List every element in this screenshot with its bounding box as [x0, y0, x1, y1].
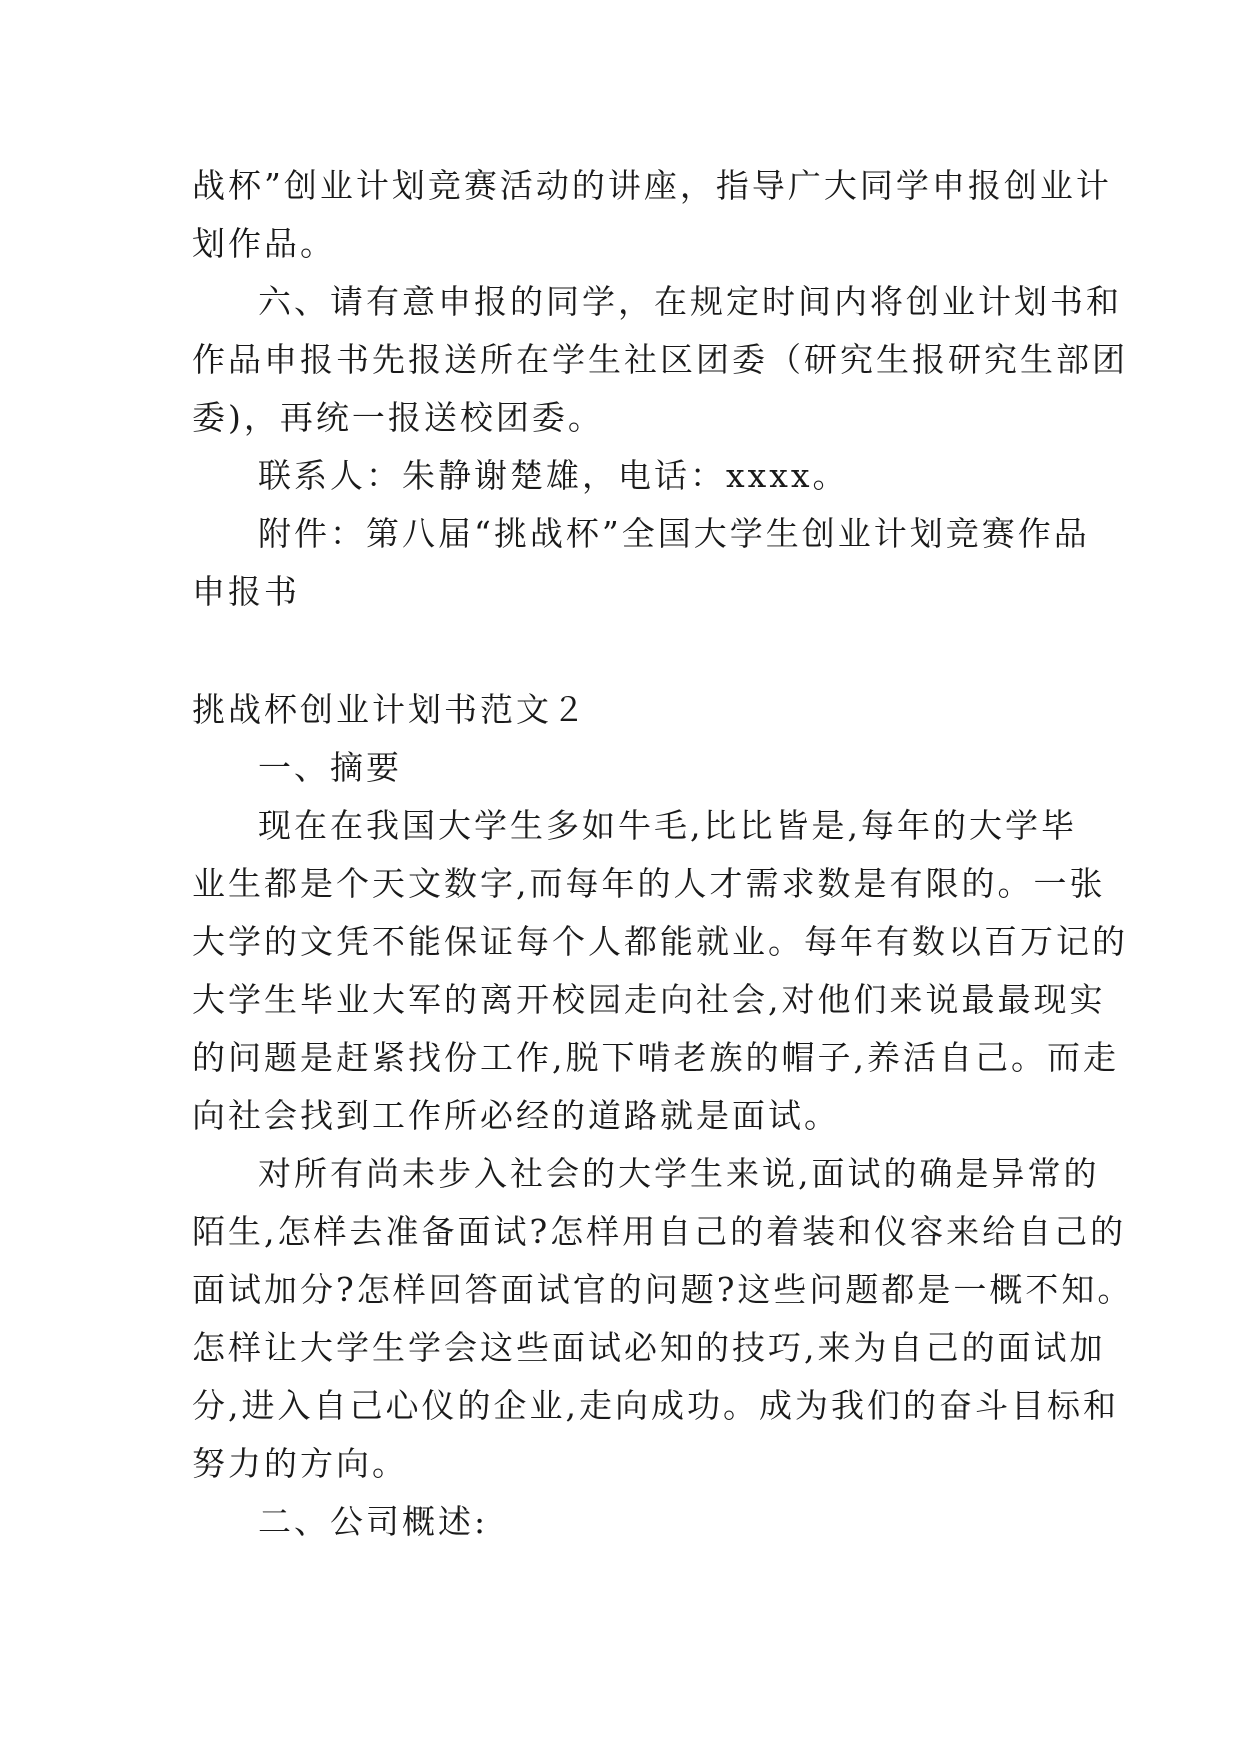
paragraph-line: 努力的方向。	[192, 1444, 408, 1483]
paragraph-line: 面试加分?怎样回答面试官的问题?这些问题都是一概不知。	[192, 1270, 1134, 1309]
paragraph-line: 划作品。	[192, 224, 336, 263]
heading-summary: 一、摘要	[258, 748, 402, 787]
paragraph-line: 的问题是赶紧找份工作,脱下啃老族的帽子,养活自己。而走	[192, 1038, 1119, 1077]
paragraph-line: 陌生,怎样去准备面试?怎样用自己的着装和仪容来给自己的	[192, 1212, 1127, 1251]
paragraph-line: 业生都是个天文数字,而每年的人才需求数是有限的。一张	[192, 864, 1106, 903]
paragraph-line: 分,进入自己心仪的企业,走向成功。成为我们的奋斗目标和	[192, 1386, 1119, 1425]
paragraph-line: 战杯”创业计划竞赛活动的讲座，指导广大同学申报创业计	[192, 166, 1112, 205]
section-title: 挑战杯创业计划书范文２	[192, 690, 588, 729]
paragraph-line: 向社会找到工作所必经的道路就是面试。	[192, 1096, 840, 1135]
paragraph-line: 作品申报书先报送所在学生社区团委（研究生报研究生部团	[192, 340, 1128, 379]
paragraph-line: 现在在我国大学生多如牛毛,比比皆是,每年的大学毕	[258, 806, 1077, 845]
heading-company-overview: 二、公司概述:	[258, 1502, 489, 1541]
paragraph-line: 大学的文凭不能保证每个人都能就业。每年有数以百万记的	[192, 922, 1128, 961]
attachment-line: 附件：第八届“挑战杯”全国大学生创业计划竞赛作品	[258, 514, 1090, 553]
attachment-line: 申报书	[192, 572, 300, 611]
paragraph-line: 怎样让大学生学会这些面试必知的技巧,来为自己的面试加	[192, 1328, 1106, 1367]
contact-line: 联系人：朱静谢楚雄，电话：xxxx。	[258, 456, 849, 495]
paragraph-line: 六、请有意申报的同学，在规定时间内将创业计划书和	[258, 282, 1122, 321]
paragraph-line: 大学生毕业大军的离开校园走向社会,对他们来说最最现实	[192, 980, 1106, 1019]
paragraph-line: 对所有尚未步入社会的大学生来说,面试的确是异常的	[258, 1154, 1100, 1193]
paragraph-line: 委)，再统一报送校团委。	[192, 398, 604, 437]
